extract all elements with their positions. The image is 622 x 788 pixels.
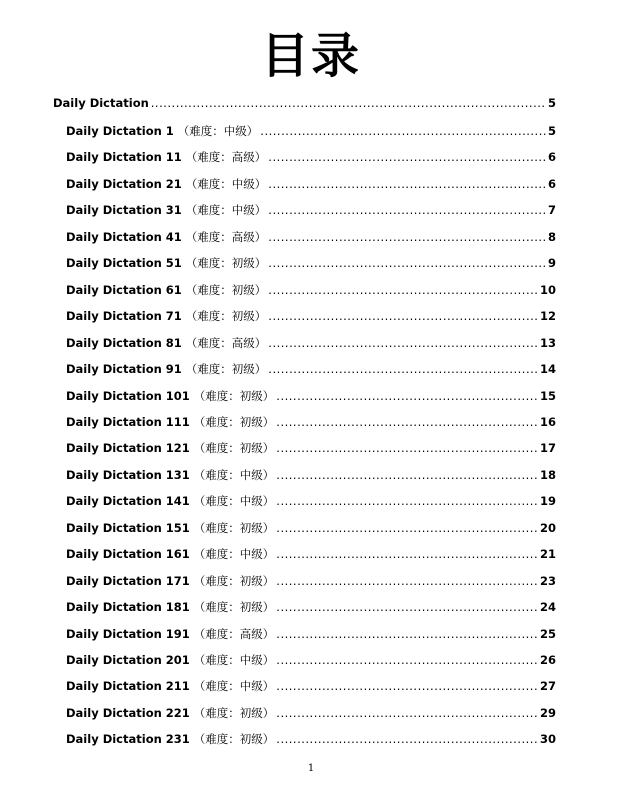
toc-entry-page: 9: [547, 256, 556, 271]
toc-entry[interactable]: [66, 255, 556, 271]
toc-entry-difficulty: （难度：初级）: [193, 732, 275, 747]
toc-entry-difficulty: （难度：中级）: [193, 679, 275, 694]
toc-dot-leader: [276, 600, 538, 614]
toc-entry[interactable]: [66, 361, 556, 377]
toc-entry-title: Daily Dictation 61: [66, 282, 182, 297]
toc-entry-difficulty: （难度：初级）: [185, 362, 267, 376]
toc-entry-page: 15: [539, 388, 556, 403]
toc-entry[interactable]: [66, 440, 556, 456]
toc-entry[interactable]: [66, 520, 556, 536]
toc-entry-page: 16: [539, 414, 556, 429]
toc-dot-leader: [260, 124, 546, 138]
toc-entry-page: 10: [539, 282, 556, 297]
toc-entry[interactable]: [66, 229, 556, 245]
toc-entry[interactable]: [66, 493, 556, 509]
toc-entry-title: Daily Dictation 211: [66, 679, 190, 694]
toc-entry-title: Daily Dictation: [53, 96, 149, 110]
toc-entry-page: 21: [539, 547, 556, 562]
toc-entry-difficulty: （难度：初级）: [193, 388, 275, 403]
toc-entry-difficulty: （难度：中级）: [193, 494, 275, 509]
toc-entry-difficulty: （难度：初级）: [185, 256, 267, 271]
toc-entry-title: Daily Dictation 71: [66, 309, 182, 324]
toc-entry-page: 18: [539, 467, 556, 482]
toc-entry[interactable]: [66, 123, 556, 139]
toc-entry-title: Daily Dictation 1: [66, 124, 174, 138]
toc-dot-leader: [268, 256, 546, 270]
toc-entry-title: Daily Dictation 11: [66, 150, 182, 165]
toc-entry[interactable]: [66, 414, 556, 430]
toc-entry-page: 24: [539, 600, 556, 615]
toc-entry-title: Daily Dictation 91: [66, 362, 182, 376]
toc-entry-difficulty: （难度：初级）: [185, 309, 267, 324]
toc-entry-title: Daily Dictation 81: [66, 335, 182, 350]
toc-entry-page: 7: [547, 203, 556, 218]
toc-section-entry[interactable]: [53, 96, 556, 112]
toc-entry[interactable]: [66, 335, 556, 351]
toc-dot-leader: [276, 468, 538, 482]
toc-entry-page: 13: [539, 335, 556, 350]
toc-entry[interactable]: [66, 599, 556, 615]
toc-dot-leader: [276, 627, 538, 641]
toc-entry[interactable]: [66, 149, 556, 165]
toc-entry-page: 25: [539, 626, 556, 641]
toc-entry-title: Daily Dictation 51: [66, 256, 182, 271]
toc-dot-leader: [268, 177, 546, 191]
toc-dot-leader: [151, 96, 546, 110]
toc-entry-page: 5: [547, 124, 556, 138]
toc-entry-title: Daily Dictation 131: [66, 467, 190, 482]
toc-entry-difficulty: （难度：高级）: [193, 626, 275, 641]
toc-entry-difficulty: （难度：高级）: [185, 229, 267, 244]
toc-entry-difficulty: （难度：中级）: [177, 124, 259, 138]
toc-entry-page: 6: [547, 176, 556, 191]
toc-entry[interactable]: [66, 176, 556, 192]
toc-dot-leader: [276, 706, 538, 720]
toc-entry-title: Daily Dictation 221: [66, 705, 190, 720]
toc-dot-leader: [268, 203, 546, 217]
toc-entry-page: 29: [539, 705, 556, 720]
toc-entry-difficulty: （难度：高级）: [185, 150, 267, 165]
page-title: 目录: [260, 28, 361, 84]
toc-dot-leader: [276, 389, 538, 403]
toc-dot-leader: [268, 362, 538, 376]
toc-entry-page: 30: [539, 732, 556, 747]
toc-entry-page: 5: [547, 96, 556, 110]
toc-entry-title: Daily Dictation 21: [66, 176, 182, 191]
toc-entry-difficulty: （难度：中级）: [185, 176, 267, 191]
toc-entry-page: 23: [539, 573, 556, 588]
toc-entry-difficulty: （难度：高级）: [185, 335, 267, 350]
toc-entry-title: Daily Dictation 121: [66, 441, 190, 456]
toc-dot-leader: [268, 309, 538, 323]
toc-dot-leader: [276, 547, 538, 561]
toc-entry-title: Daily Dictation 101: [66, 388, 190, 403]
toc-entry-title: Daily Dictation 141: [66, 494, 190, 509]
toc-entry-title: Daily Dictation 191: [66, 626, 190, 641]
toc-entry-title: Daily Dictation 111: [66, 414, 190, 429]
toc-entry-title: Daily Dictation 201: [66, 653, 190, 667]
toc-dot-leader: [276, 494, 538, 508]
toc-entry-page: 8: [547, 229, 556, 244]
toc-entry-page: 6: [547, 150, 556, 165]
toc-entry-difficulty: （难度：初级）: [193, 441, 275, 456]
toc-entry-page: 12: [539, 309, 556, 324]
toc-entry[interactable]: [66, 652, 556, 668]
toc-entry-title: Daily Dictation 31: [66, 203, 182, 218]
toc-entry-title: Daily Dictation 41: [66, 229, 182, 244]
toc-dot-leader: [268, 336, 538, 350]
page-number: 1: [307, 763, 315, 774]
toc-entry-difficulty: （难度：初级）: [185, 282, 267, 297]
toc-entry-page: 19: [539, 494, 556, 509]
toc-entry-difficulty: （难度：初级）: [193, 414, 275, 429]
toc-entry[interactable]: [66, 626, 556, 642]
toc-dot-leader: [276, 441, 538, 455]
toc-dot-leader: [276, 415, 538, 429]
toc-entry-title: Daily Dictation 161: [66, 547, 190, 562]
toc-entry-page: 20: [539, 520, 556, 535]
toc-entry-page: 17: [539, 441, 556, 456]
toc-entry-page: 27: [539, 679, 556, 694]
toc-entry-page: 26: [539, 653, 556, 667]
toc-entry[interactable]: [66, 678, 556, 694]
toc-entry[interactable]: [66, 705, 556, 721]
toc-dot-leader: [268, 150, 546, 164]
toc-entry[interactable]: [66, 202, 556, 218]
toc-entry-difficulty: （难度：初级）: [193, 600, 275, 615]
toc-dot-leader: [276, 679, 538, 693]
toc-dot-leader: [276, 521, 538, 535]
toc-dot-leader: [268, 283, 538, 297]
toc-entry-page: 14: [539, 362, 556, 376]
toc-entry-title: Daily Dictation 151: [66, 520, 190, 535]
toc-dot-leader: [276, 732, 538, 746]
toc-dot-leader: [276, 574, 538, 588]
toc-dot-leader: [268, 230, 546, 244]
toc-entry-difficulty: （难度：初级）: [193, 520, 275, 535]
toc-dot-leader: [276, 653, 538, 667]
toc-entry-difficulty: （难度：中级）: [193, 653, 275, 667]
toc-entry-title: Daily Dictation 231: [66, 732, 190, 747]
toc-entry[interactable]: [66, 282, 556, 298]
toc-entry[interactable]: [66, 731, 556, 747]
toc-entry-difficulty: （难度：中级）: [193, 467, 275, 482]
toc-entry[interactable]: [66, 467, 556, 483]
toc-entry[interactable]: [66, 388, 556, 404]
toc-entry-difficulty: （难度：中级）: [185, 203, 267, 218]
toc-entry[interactable]: [66, 308, 556, 324]
toc-entry-title: Daily Dictation 181: [66, 600, 190, 615]
toc-entry-difficulty: （难度：初级）: [193, 573, 275, 588]
toc-entry-difficulty: （难度：中级）: [193, 547, 275, 562]
toc-entry-title: Daily Dictation 171: [66, 573, 190, 588]
toc-entry[interactable]: [66, 573, 556, 589]
toc-entry[interactable]: [66, 546, 556, 562]
toc-entry-difficulty: （难度：初级）: [193, 705, 275, 720]
